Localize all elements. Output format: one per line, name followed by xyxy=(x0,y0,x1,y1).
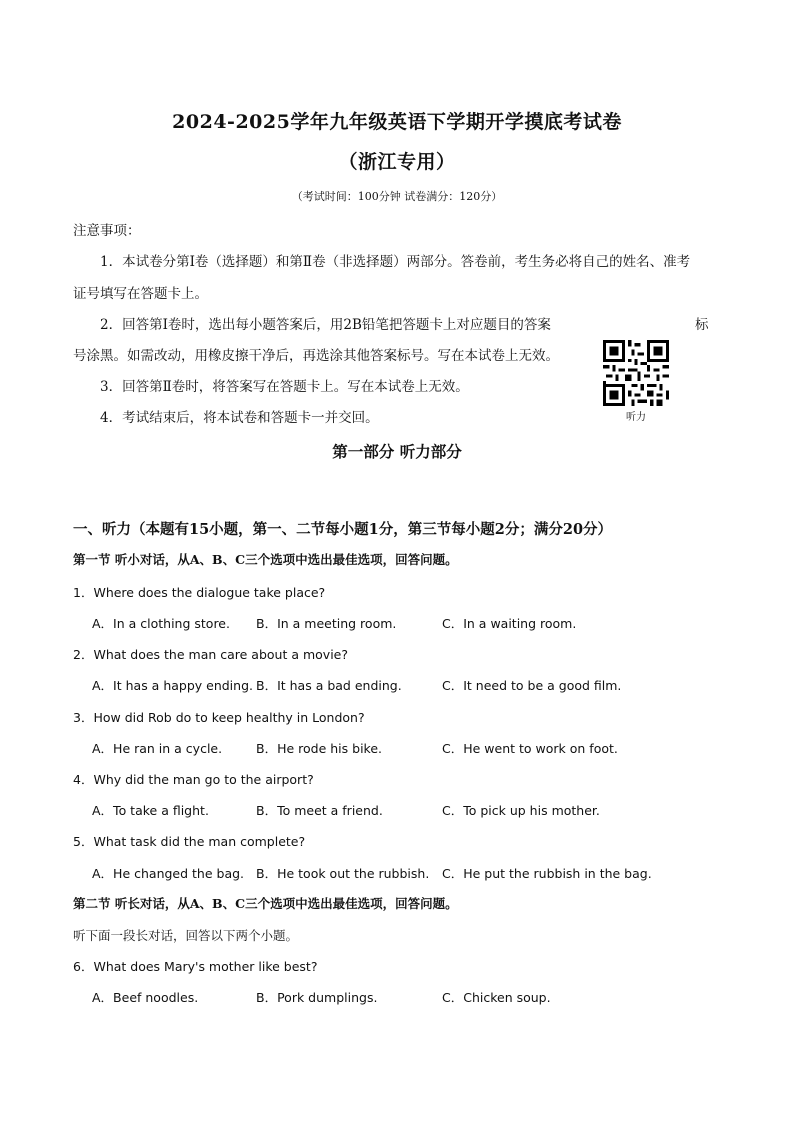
sub-section-2-note: 听下面一段长对话，回答以下两个小题。 xyxy=(73,928,299,943)
qr-code-icon[interactable] xyxy=(603,340,669,406)
listening-section-heading: 一、听力（本题有15小题，第一、二节每小题1分，第三节每小题2分；满分20分） xyxy=(73,521,613,538)
q3-option-b: B．He rode his bike. xyxy=(256,741,382,756)
exam-subtitle: （浙江专用） xyxy=(338,151,456,173)
question-5: 5．What task did the man complete? xyxy=(73,834,306,849)
q3-option-c: C．He went to work on foot. xyxy=(442,741,618,756)
exam-info: （考试时间：100分钟 试卷满分：120分） xyxy=(291,190,503,203)
q2-option-a: A．It has a happy ending. xyxy=(92,678,253,693)
q2-option-c: C．It need to be a good film. xyxy=(442,678,622,693)
note-item-1-cont: 证号填写在答题卡上。 xyxy=(73,286,208,302)
q4-option-c: C．To pick up his mother. xyxy=(442,803,600,818)
part1-title: 第一部分 听力部分 xyxy=(332,442,462,461)
note-item-1: 1．本试卷分第Ⅰ卷（选择题）和第Ⅱ卷（非选择题）两部分。答卷前，考生务必将自己的姓名、准考 xyxy=(100,254,691,270)
sub-section-1: 第一节 听小对话，从A、B、C三个选项中选出最佳选项，回答问题。 xyxy=(73,552,458,567)
note-item-2-mark: 标 xyxy=(695,317,709,333)
question-4: 4．Why did the man go to the airport? xyxy=(73,772,314,787)
note-item-2-cont: 号涂黑。如需改动，用橡皮擦干净后，再选涂其他答案标号。写在本试卷上无效。 xyxy=(73,348,559,364)
note-item-3: 3．回答第Ⅱ卷时，将答案写在答题卡上。写在本试卷上无效。 xyxy=(100,379,469,395)
q6-option-c: C．Chicken soup. xyxy=(442,990,551,1005)
exam-title: 2024-2025学年九年级英语下学期开学摸底考试卷 xyxy=(172,111,622,133)
question-6: 6．What does Mary's mother like best? xyxy=(73,959,318,974)
q5-option-a: A．He changed the bag. xyxy=(92,866,245,881)
q6-option-b: B．Pork dumplings. xyxy=(256,990,378,1005)
q4-option-b: B．To meet a friend. xyxy=(256,803,383,818)
q3-option-a: A．He ran in a cycle. xyxy=(92,741,223,756)
q5-option-c: C．He put the rubbish in the bag. xyxy=(442,866,652,881)
q6-option-a: A．Beef noodles. xyxy=(92,990,199,1005)
q1-option-b: B．In a meeting room. xyxy=(256,616,397,631)
note-item-2: 2．回答第Ⅰ卷时，选出每小题答案后，用2B铅笔把答题卡上对应题目的答案 xyxy=(100,317,551,333)
question-3: 3．How did Rob do to keep healthy in London? xyxy=(73,710,365,725)
q1-option-c: C．In a waiting room. xyxy=(442,616,577,631)
notes-heading: 注意事项： xyxy=(73,223,141,239)
q2-option-b: B．It has a bad ending. xyxy=(256,678,402,693)
sub-section-2: 第二节 听长对话，从A、B、C三个选项中选出最佳选项，回答问题。 xyxy=(73,896,458,911)
note-item-4: 4．考试结束后，将本试卷和答题卡一并交回。 xyxy=(100,410,379,426)
question-1: 1．Where does the dialogue take place? xyxy=(73,585,326,600)
q5-option-b: B．He took out the rubbish. xyxy=(256,866,430,881)
q1-option-a: A．In a clothing store. xyxy=(92,616,230,631)
question-2: 2．What does the man care about a movie? xyxy=(73,647,349,662)
qr-label: 听力 xyxy=(626,412,646,423)
q4-option-a: A．To take a flight. xyxy=(92,803,209,818)
